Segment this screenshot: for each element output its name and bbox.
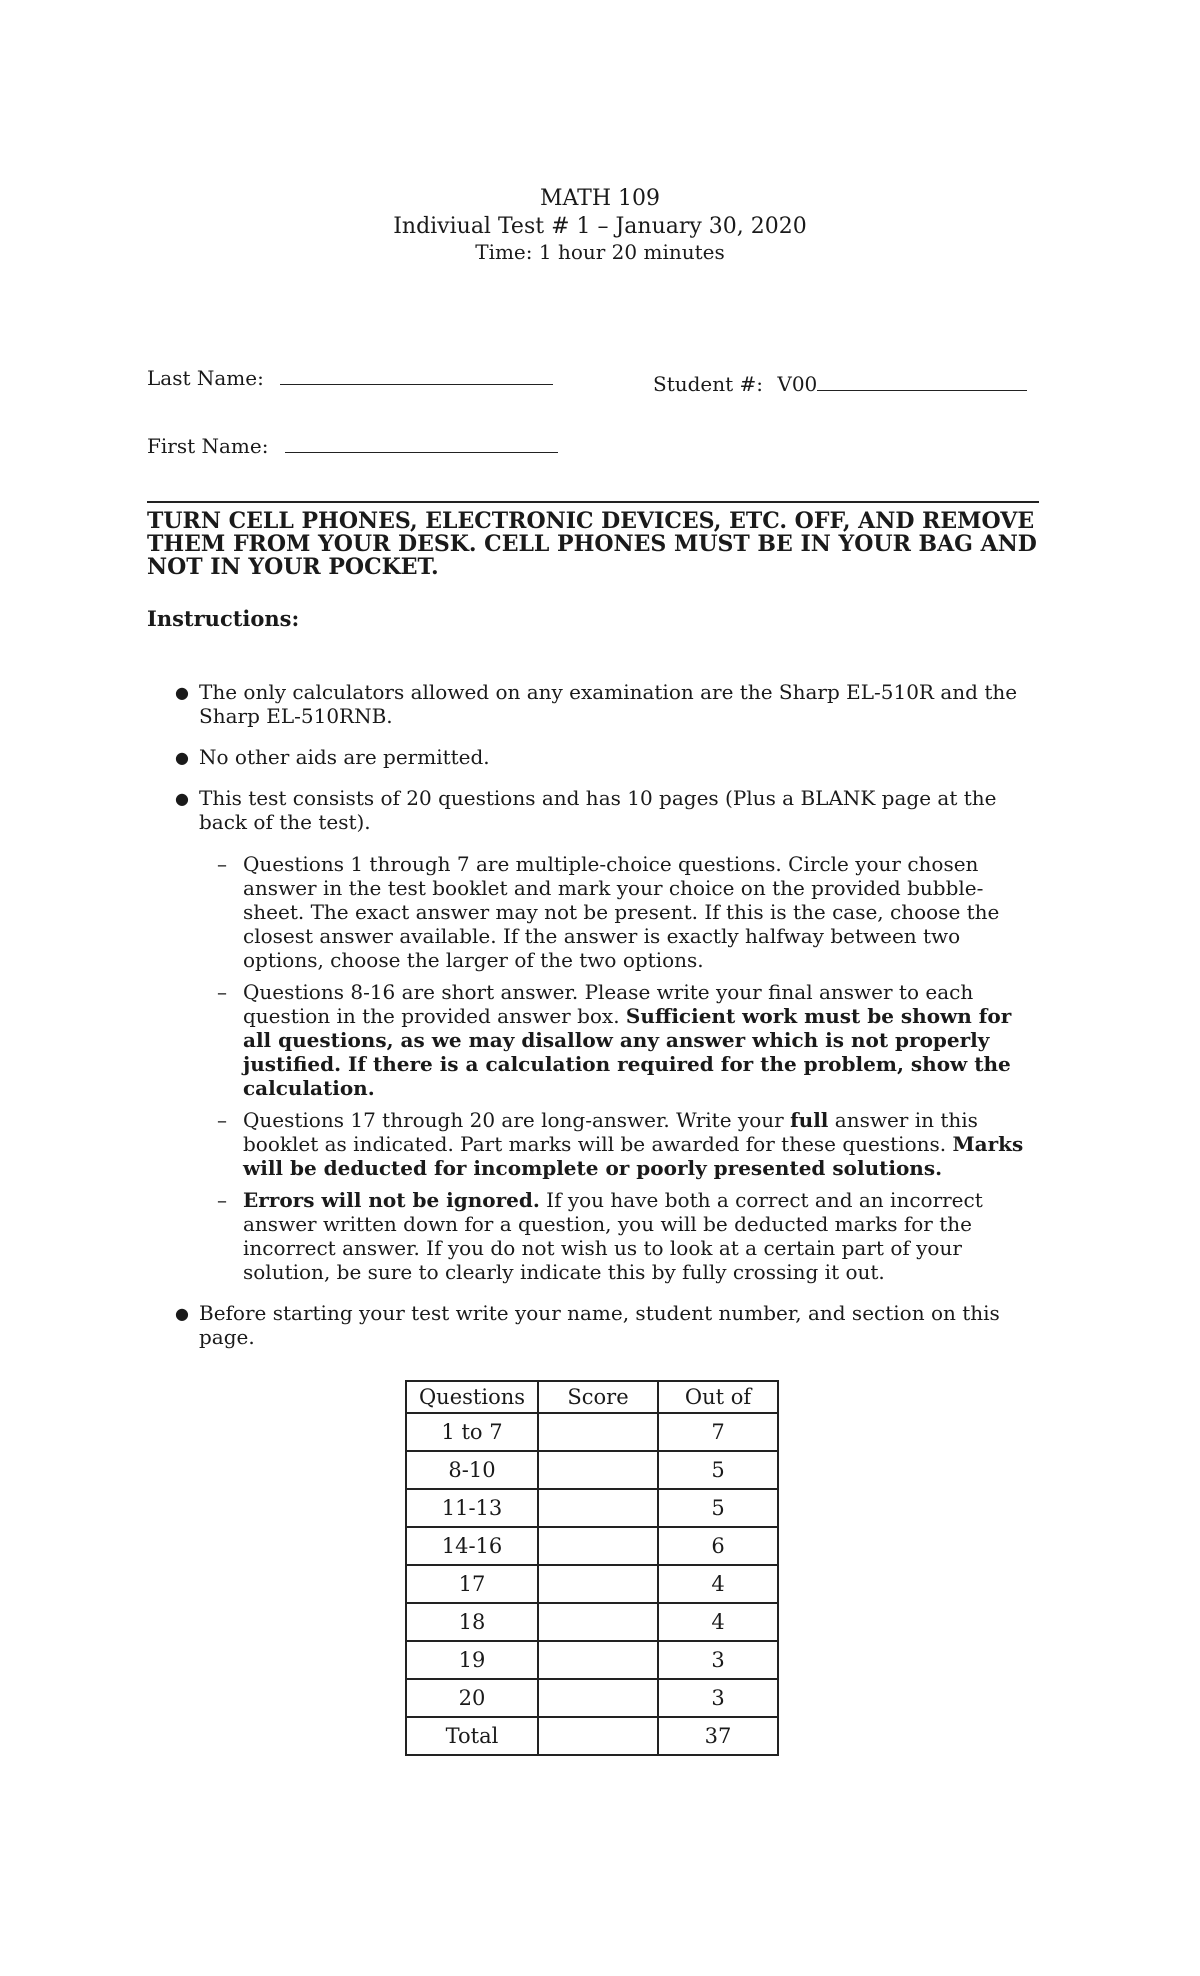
- last-name-label: Last Name:: [147, 366, 264, 390]
- question-type-list: [147, 852, 1042, 1284]
- table-row: [406, 1413, 778, 1451]
- errors-text: If you have both a correct and an incorrect answer written down for a question, you will be deducted marks for the incorrect answer. If you do not wish us to look at a certain part of your solution, be sure to clearly indicate this by fully crossing it out.: [243, 1188, 983, 1284]
- score-cell[interactable]: [538, 1527, 658, 1565]
- student-number-field[interactable]: [653, 372, 1027, 396]
- table-row: [406, 1603, 778, 1641]
- questions-cell: 8-10: [406, 1451, 538, 1489]
- list-item: [147, 1188, 1042, 1284]
- column-header: Questions: [406, 1381, 538, 1413]
- table-row-total: [406, 1717, 778, 1755]
- score-cell[interactable]: [538, 1641, 658, 1679]
- score-cell[interactable]: [538, 1413, 658, 1451]
- bullet-icon: ●: [175, 683, 189, 702]
- bullet-icon: ●: [175, 748, 189, 767]
- out-of-cell: 5: [658, 1489, 778, 1527]
- out-of-cell: 3: [658, 1679, 778, 1717]
- aids-text: No other aids are permitted.: [199, 745, 490, 769]
- list-item: [147, 980, 1042, 1100]
- total-out-of-cell: 37: [658, 1717, 778, 1755]
- student-number-line[interactable]: [817, 372, 1027, 391]
- score-cell[interactable]: [538, 1603, 658, 1641]
- list-item: [147, 1301, 1042, 1349]
- divider: [147, 501, 1039, 503]
- table-row: [406, 1641, 778, 1679]
- list-item: [147, 1108, 1042, 1180]
- bullet-icon: ●: [175, 789, 189, 808]
- structure-text: This test consists of 20 questions and has 10 pages (Plus a BLANK page at the back of the test).: [199, 786, 997, 834]
- first-name-label: First Name:: [147, 434, 269, 458]
- table-header-row: [406, 1381, 778, 1413]
- long-answer-full: full: [790, 1108, 829, 1132]
- column-header: Score: [538, 1381, 658, 1413]
- student-number-prefix: V00: [777, 372, 818, 396]
- time-limit: Time: 1 hour 20 minutes: [475, 240, 725, 264]
- short-answer-emphasis: Sufficient work must be shown for all questions, as we may disallow any answer which is not properly justified. If there is a calculation required for the problem, show the calculation.: [243, 1004, 1012, 1100]
- first-name-line[interactable]: [285, 434, 558, 453]
- before-starting-text: Before starting your test write your name, student number, and section on this page.: [199, 1301, 1000, 1349]
- errors-emphasis: Errors will not be ignored.: [243, 1188, 540, 1212]
- table-row: [406, 1451, 778, 1489]
- instructions-heading: Instructions:: [147, 606, 300, 631]
- calculators-text: The only calculators allowed on any examination are the Sharp EL-510R and the Sharp EL-510RNB.: [199, 680, 1018, 728]
- out-of-cell: 7: [658, 1413, 778, 1451]
- questions-cell: 1 to 7: [406, 1413, 538, 1451]
- questions-cell: 11-13: [406, 1489, 538, 1527]
- test-title: Indiviual Test # 1 – January 30, 2020: [393, 214, 807, 239]
- dash-icon: –: [217, 1188, 227, 1212]
- multiple-choice-text: Questions 1 through 7 are multiple-choice questions. Circle your chosen answer in the test booklet and mark your choice on the provided bubble-sheet. The exact answer may not be present. If this is the case, choose the closest answer available. If the answer is exactly halfway between two options, choose the larger of the two options.: [243, 852, 1000, 972]
- list-item: [147, 786, 1042, 1284]
- bullet-icon: ●: [175, 1304, 189, 1323]
- questions-cell: 18: [406, 1603, 538, 1641]
- dash-icon: –: [217, 1108, 227, 1132]
- table-row: [406, 1527, 778, 1565]
- last-name-line[interactable]: [280, 366, 553, 385]
- score-cell[interactable]: [538, 1489, 658, 1527]
- score-cell[interactable]: [538, 1679, 658, 1717]
- table-row: [406, 1679, 778, 1717]
- out-of-cell: 4: [658, 1603, 778, 1641]
- long-answer-text: Questions 17 through 20 are long-answer. Write your: [243, 1108, 791, 1132]
- questions-cell: 20: [406, 1679, 538, 1717]
- score-table: [405, 1380, 779, 1756]
- table-row: [406, 1565, 778, 1603]
- first-name-field[interactable]: [147, 434, 558, 458]
- list-item: [147, 745, 1042, 769]
- dash-icon: –: [217, 852, 227, 876]
- total-label-cell: Total: [406, 1717, 538, 1755]
- total-score-cell[interactable]: [538, 1717, 658, 1755]
- questions-cell: 14-16: [406, 1527, 538, 1565]
- out-of-cell: 6: [658, 1527, 778, 1565]
- table-row: [406, 1489, 778, 1527]
- device-warning: TURN CELL PHONES, ELECTRONIC DEVICES, ETC. OFF, AND REMOVE THEM FROM YOUR DESK. CELL PHONES MUST BE IN YOUR BAG AND NOT IN YOUR POCKET.: [147, 508, 1037, 580]
- out-of-cell: 5: [658, 1451, 778, 1489]
- course-title: MATH 109: [539, 186, 661, 211]
- score-cell[interactable]: [538, 1565, 658, 1603]
- questions-cell: 19: [406, 1641, 538, 1679]
- out-of-cell: 4: [658, 1565, 778, 1603]
- long-answer-text-2: answer in this booklet as indicated. Part marks will be awarded for these questions.: [243, 1108, 978, 1156]
- questions-cell: 17: [406, 1565, 538, 1603]
- score-cell[interactable]: [538, 1451, 658, 1489]
- list-item: [147, 680, 1042, 728]
- short-answer-text: Questions 8-16 are short answer. Please write your final answer to each question in the provided answer box.: [243, 980, 974, 1028]
- column-header: Out of: [658, 1381, 778, 1413]
- long-answer-emphasis: Marks will be deducted for incomplete or poorly presented solutions.: [243, 1132, 1024, 1180]
- instructions-list: [147, 680, 1042, 1366]
- dash-icon: –: [217, 980, 227, 1004]
- last-name-field[interactable]: [147, 366, 553, 390]
- list-item: [147, 852, 1042, 972]
- student-number-label: Student #:: [653, 372, 764, 396]
- out-of-cell: 3: [658, 1641, 778, 1679]
